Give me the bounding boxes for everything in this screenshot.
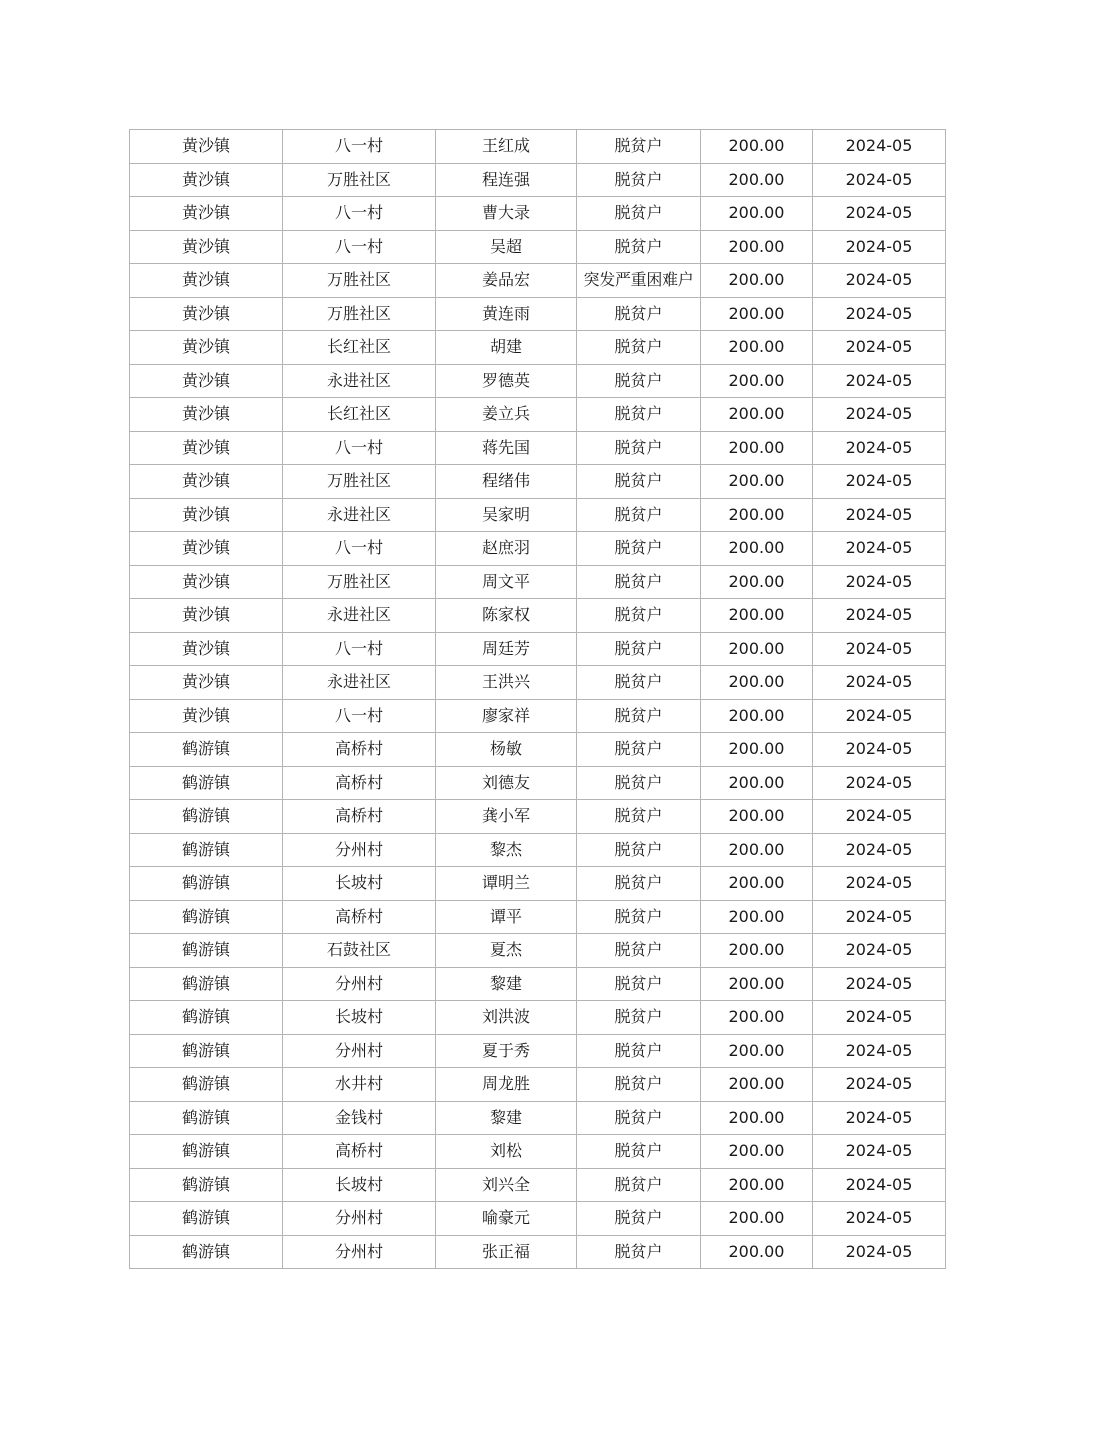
household-type-cell: 脱贫户: [577, 230, 701, 264]
name-cell: 胡建: [436, 331, 577, 365]
amount-cell: 200.00: [701, 867, 813, 901]
name-cell: 王红成: [436, 130, 577, 164]
town-cell: 鹤游镇: [130, 800, 283, 834]
month-cell: 2024-05: [813, 766, 946, 800]
amount-cell: 200.00: [701, 465, 813, 499]
table-row: [130, 230, 946, 264]
month-cell: 2024-05: [813, 230, 946, 264]
table-row: [130, 1101, 946, 1135]
month-cell: 2024-05: [813, 800, 946, 834]
amount-cell: 200.00: [701, 1235, 813, 1269]
name-cell: 曹大录: [436, 197, 577, 231]
month-cell: 2024-05: [813, 1068, 946, 1102]
name-cell: 杨敏: [436, 733, 577, 767]
village-cell: 高桥村: [283, 733, 436, 767]
table-row: [130, 398, 946, 432]
name-cell: 黎杰: [436, 833, 577, 867]
town-cell: 黄沙镇: [130, 532, 283, 566]
town-cell: 鹤游镇: [130, 1135, 283, 1169]
month-cell: 2024-05: [813, 1202, 946, 1236]
household-type-cell: 脱贫户: [577, 934, 701, 968]
month-cell: 2024-05: [813, 632, 946, 666]
amount-cell: 200.00: [701, 364, 813, 398]
amount-cell: 200.00: [701, 532, 813, 566]
month-cell: 2024-05: [813, 599, 946, 633]
town-cell: 鹤游镇: [130, 867, 283, 901]
amount-cell: 200.00: [701, 264, 813, 298]
name-cell: 周廷芳: [436, 632, 577, 666]
town-cell: 黄沙镇: [130, 666, 283, 700]
village-cell: 万胜社区: [283, 297, 436, 331]
village-cell: 分州村: [283, 1202, 436, 1236]
household-type-cell: 脱贫户: [577, 1001, 701, 1035]
name-cell: 张正福: [436, 1235, 577, 1269]
household-type-cell: 脱贫户: [577, 1068, 701, 1102]
amount-cell: 200.00: [701, 1034, 813, 1068]
village-cell: 长坡村: [283, 1001, 436, 1035]
name-cell: 黄连雨: [436, 297, 577, 331]
table-row: [130, 800, 946, 834]
month-cell: 2024-05: [813, 264, 946, 298]
village-cell: 永进社区: [283, 599, 436, 633]
table-row: [130, 498, 946, 532]
household-type-cell: 脱贫户: [577, 699, 701, 733]
month-cell: 2024-05: [813, 1168, 946, 1202]
household-type-cell: 脱贫户: [577, 632, 701, 666]
name-cell: 谭平: [436, 900, 577, 934]
household-type-cell: 脱贫户: [577, 163, 701, 197]
name-cell: 赵庶羽: [436, 532, 577, 566]
village-cell: 八一村: [283, 230, 436, 264]
table-row: [130, 867, 946, 901]
amount-cell: 200.00: [701, 230, 813, 264]
town-cell: 鹤游镇: [130, 1202, 283, 1236]
town-cell: 黄沙镇: [130, 565, 283, 599]
town-cell: 黄沙镇: [130, 264, 283, 298]
amount-cell: 200.00: [701, 733, 813, 767]
town-cell: 黄沙镇: [130, 632, 283, 666]
name-cell: 蒋先国: [436, 431, 577, 465]
name-cell: 吴超: [436, 230, 577, 264]
name-cell: 夏杰: [436, 934, 577, 968]
village-cell: 长红社区: [283, 331, 436, 365]
amount-cell: 200.00: [701, 900, 813, 934]
name-cell: 刘德友: [436, 766, 577, 800]
name-cell: 刘兴全: [436, 1168, 577, 1202]
name-cell: 周文平: [436, 565, 577, 599]
amount-cell: 200.00: [701, 431, 813, 465]
household-type-cell: 脱贫户: [577, 364, 701, 398]
household-type-cell: 脱贫户: [577, 666, 701, 700]
table-row: [130, 967, 946, 1001]
town-cell: 鹤游镇: [130, 766, 283, 800]
town-cell: 黄沙镇: [130, 297, 283, 331]
name-cell: 周龙胜: [436, 1068, 577, 1102]
month-cell: 2024-05: [813, 565, 946, 599]
name-cell: 程绪伟: [436, 465, 577, 499]
amount-cell: 200.00: [701, 632, 813, 666]
month-cell: 2024-05: [813, 699, 946, 733]
month-cell: 2024-05: [813, 297, 946, 331]
village-cell: 分州村: [283, 1235, 436, 1269]
table-row: [130, 1235, 946, 1269]
household-type-cell: 脱贫户: [577, 867, 701, 901]
town-cell: 黄沙镇: [130, 163, 283, 197]
month-cell: 2024-05: [813, 1235, 946, 1269]
table-row: [130, 632, 946, 666]
name-cell: 程连强: [436, 163, 577, 197]
village-cell: 永进社区: [283, 364, 436, 398]
household-type-cell: 脱贫户: [577, 1034, 701, 1068]
household-type-cell: 突发严重困难户: [577, 264, 701, 298]
amount-cell: 200.00: [701, 398, 813, 432]
town-cell: 鹤游镇: [130, 1168, 283, 1202]
month-cell: 2024-05: [813, 498, 946, 532]
amount-cell: 200.00: [701, 1101, 813, 1135]
village-cell: 万胜社区: [283, 465, 436, 499]
table-row: [130, 833, 946, 867]
village-cell: 高桥村: [283, 800, 436, 834]
household-type-cell: 脱贫户: [577, 800, 701, 834]
village-cell: 八一村: [283, 197, 436, 231]
amount-cell: 200.00: [701, 130, 813, 164]
amount-cell: 200.00: [701, 331, 813, 365]
household-type-cell: 脱贫户: [577, 1235, 701, 1269]
table-row: [130, 364, 946, 398]
town-cell: 黄沙镇: [130, 197, 283, 231]
amount-cell: 200.00: [701, 967, 813, 1001]
town-cell: 鹤游镇: [130, 900, 283, 934]
village-cell: 长坡村: [283, 867, 436, 901]
month-cell: 2024-05: [813, 364, 946, 398]
name-cell: 谭明兰: [436, 867, 577, 901]
table-row: [130, 331, 946, 365]
month-cell: 2024-05: [813, 733, 946, 767]
amount-cell: 200.00: [701, 1068, 813, 1102]
month-cell: 2024-05: [813, 1034, 946, 1068]
table-row: [130, 934, 946, 968]
table-row: [130, 264, 946, 298]
table-row: [130, 733, 946, 767]
village-cell: 高桥村: [283, 766, 436, 800]
month-cell: 2024-05: [813, 1101, 946, 1135]
month-cell: 2024-05: [813, 1135, 946, 1169]
amount-cell: 200.00: [701, 833, 813, 867]
name-cell: 廖家祥: [436, 699, 577, 733]
month-cell: 2024-05: [813, 666, 946, 700]
name-cell: 姜品宏: [436, 264, 577, 298]
month-cell: 2024-05: [813, 867, 946, 901]
name-cell: 夏于秀: [436, 1034, 577, 1068]
table-row: [130, 699, 946, 733]
village-cell: 石鼓社区: [283, 934, 436, 968]
table-row: [130, 130, 946, 164]
records-table-body: [130, 130, 946, 1269]
village-cell: 万胜社区: [283, 565, 436, 599]
table-row: [130, 197, 946, 231]
town-cell: 鹤游镇: [130, 1068, 283, 1102]
village-cell: 八一村: [283, 699, 436, 733]
household-type-cell: 脱贫户: [577, 766, 701, 800]
town-cell: 鹤游镇: [130, 1034, 283, 1068]
table-row: [130, 1202, 946, 1236]
village-cell: 八一村: [283, 431, 436, 465]
month-cell: 2024-05: [813, 1001, 946, 1035]
town-cell: 鹤游镇: [130, 967, 283, 1001]
month-cell: 2024-05: [813, 967, 946, 1001]
amount-cell: 200.00: [701, 1202, 813, 1236]
name-cell: 黎建: [436, 1101, 577, 1135]
village-cell: 分州村: [283, 967, 436, 1001]
household-type-cell: 脱贫户: [577, 599, 701, 633]
amount-cell: 200.00: [701, 1001, 813, 1035]
household-type-cell: 脱贫户: [577, 532, 701, 566]
village-cell: 八一村: [283, 632, 436, 666]
household-type-cell: 脱贫户: [577, 833, 701, 867]
name-cell: 刘洪波: [436, 1001, 577, 1035]
name-cell: 刘松: [436, 1135, 577, 1169]
village-cell: 长坡村: [283, 1168, 436, 1202]
table-row: [130, 532, 946, 566]
amount-cell: 200.00: [701, 1135, 813, 1169]
month-cell: 2024-05: [813, 130, 946, 164]
amount-cell: 200.00: [701, 297, 813, 331]
month-cell: 2024-05: [813, 163, 946, 197]
amount-cell: 200.00: [701, 599, 813, 633]
household-type-cell: 脱贫户: [577, 498, 701, 532]
table-row: [130, 1068, 946, 1102]
table-row: [130, 163, 946, 197]
household-type-cell: 脱贫户: [577, 1135, 701, 1169]
name-cell: 姜立兵: [436, 398, 577, 432]
household-type-cell: 脱贫户: [577, 967, 701, 1001]
household-type-cell: 脱贫户: [577, 331, 701, 365]
town-cell: 鹤游镇: [130, 1101, 283, 1135]
name-cell: 王洪兴: [436, 666, 577, 700]
name-cell: 黎建: [436, 967, 577, 1001]
household-type-cell: 脱贫户: [577, 1202, 701, 1236]
month-cell: 2024-05: [813, 331, 946, 365]
month-cell: 2024-05: [813, 398, 946, 432]
month-cell: 2024-05: [813, 934, 946, 968]
town-cell: 黄沙镇: [130, 699, 283, 733]
village-cell: 永进社区: [283, 498, 436, 532]
town-cell: 黄沙镇: [130, 599, 283, 633]
month-cell: 2024-05: [813, 465, 946, 499]
name-cell: 陈家权: [436, 599, 577, 633]
household-type-cell: 脱贫户: [577, 398, 701, 432]
household-type-cell: 脱贫户: [577, 565, 701, 599]
household-type-cell: 脱贫户: [577, 197, 701, 231]
town-cell: 鹤游镇: [130, 833, 283, 867]
town-cell: 黄沙镇: [130, 498, 283, 532]
town-cell: 鹤游镇: [130, 1001, 283, 1035]
town-cell: 黄沙镇: [130, 230, 283, 264]
name-cell: 喻豪元: [436, 1202, 577, 1236]
month-cell: 2024-05: [813, 431, 946, 465]
household-type-cell: 脱贫户: [577, 130, 701, 164]
table-row: [130, 297, 946, 331]
household-type-cell: 脱贫户: [577, 297, 701, 331]
village-cell: 金钱村: [283, 1101, 436, 1135]
table-row: [130, 431, 946, 465]
amount-cell: 200.00: [701, 800, 813, 834]
name-cell: 吴家明: [436, 498, 577, 532]
village-cell: 水井村: [283, 1068, 436, 1102]
table-row: [130, 1168, 946, 1202]
name-cell: 罗德英: [436, 364, 577, 398]
village-cell: 八一村: [283, 532, 436, 566]
amount-cell: 200.00: [701, 498, 813, 532]
village-cell: 高桥村: [283, 1135, 436, 1169]
table-row: [130, 465, 946, 499]
household-type-cell: 脱贫户: [577, 900, 701, 934]
household-type-cell: 脱贫户: [577, 733, 701, 767]
village-cell: 八一村: [283, 130, 436, 164]
amount-cell: 200.00: [701, 934, 813, 968]
village-cell: 高桥村: [283, 900, 436, 934]
month-cell: 2024-05: [813, 197, 946, 231]
table-row: [130, 766, 946, 800]
amount-cell: 200.00: [701, 699, 813, 733]
town-cell: 黄沙镇: [130, 364, 283, 398]
household-type-cell: 脱贫户: [577, 431, 701, 465]
village-cell: 长红社区: [283, 398, 436, 432]
table-row: [130, 1001, 946, 1035]
amount-cell: 200.00: [701, 766, 813, 800]
town-cell: 黄沙镇: [130, 431, 283, 465]
town-cell: 鹤游镇: [130, 1235, 283, 1269]
table-row: [130, 900, 946, 934]
village-cell: 万胜社区: [283, 264, 436, 298]
town-cell: 黄沙镇: [130, 398, 283, 432]
amount-cell: 200.00: [701, 1168, 813, 1202]
town-cell: 黄沙镇: [130, 465, 283, 499]
village-cell: 永进社区: [283, 666, 436, 700]
village-cell: 分州村: [283, 1034, 436, 1068]
table-row: [130, 1034, 946, 1068]
household-type-cell: 脱贫户: [577, 465, 701, 499]
amount-cell: 200.00: [701, 565, 813, 599]
town-cell: 鹤游镇: [130, 733, 283, 767]
town-cell: 黄沙镇: [130, 331, 283, 365]
table-row: [130, 1135, 946, 1169]
name-cell: 龚小军: [436, 800, 577, 834]
household-type-cell: 脱贫户: [577, 1101, 701, 1135]
town-cell: 黄沙镇: [130, 130, 283, 164]
table-row: [130, 599, 946, 633]
table-row: [130, 565, 946, 599]
town-cell: 鹤游镇: [130, 934, 283, 968]
month-cell: 2024-05: [813, 532, 946, 566]
records-table: [129, 129, 946, 1269]
household-type-cell: 脱贫户: [577, 1168, 701, 1202]
village-cell: 万胜社区: [283, 163, 436, 197]
month-cell: 2024-05: [813, 833, 946, 867]
village-cell: 分州村: [283, 833, 436, 867]
table-row: [130, 666, 946, 700]
month-cell: 2024-05: [813, 900, 946, 934]
amount-cell: 200.00: [701, 197, 813, 231]
amount-cell: 200.00: [701, 666, 813, 700]
amount-cell: 200.00: [701, 163, 813, 197]
